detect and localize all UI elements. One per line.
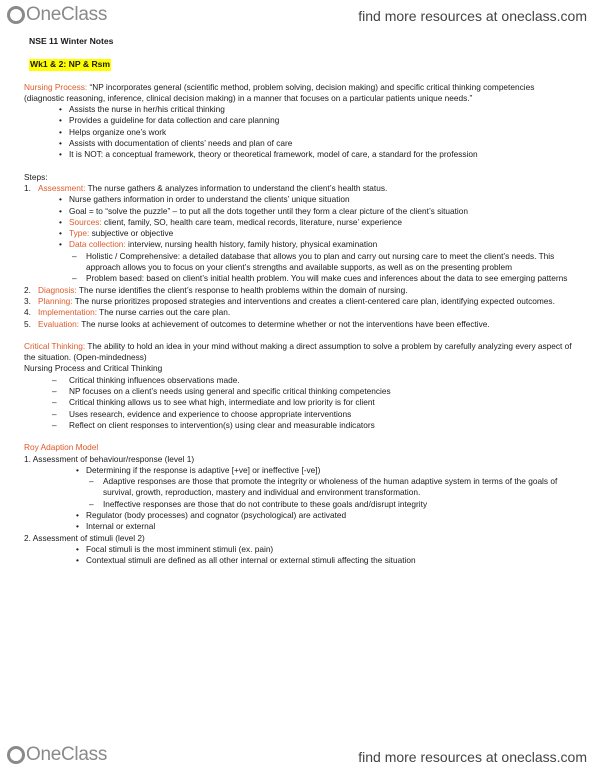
footer-tagline[interactable]: find more resources at oneclass.com: [358, 749, 587, 765]
np-label: Nursing Process:: [24, 81, 88, 92]
page-footer: [0, 746, 595, 770]
step-label: Evaluation:: [38, 318, 80, 329]
assessment-list: [24, 194, 576, 284]
step-diagnosis: [24, 285, 576, 296]
steps-label: Steps:: [24, 171, 48, 182]
ram-level-2-list: [24, 544, 576, 567]
list-item: [24, 228, 576, 239]
list-item: • Internal or external: [24, 521, 576, 532]
ram-level-2: 2. Assessment of stimuli (level 2): [24, 532, 145, 543]
step-text: The nurse identifies the client’s response to health problems within the domain of nursing.: [76, 284, 408, 295]
step-label: Planning:: [38, 295, 73, 306]
step-number: 4.: [24, 307, 31, 318]
ram-level-1: 1. Assessment of behaviour/response (level 1): [24, 453, 195, 464]
item-label: Data collection:: [69, 239, 126, 250]
step-number: 1.: [24, 182, 31, 193]
list-item: [24, 239, 576, 250]
sub-list-item: – Holistic / Comprehensive: a detailed database that allows you to plan and carry out nursing care to meet the client’s needs. This approach allows you to focus on your client’s strengths and available supports, as well as on the presenting problem: [24, 251, 576, 274]
item-text: client, family, SO, health care team, medical records, literature, nurse’ experience: [101, 216, 402, 227]
item-label: Sources:: [69, 216, 102, 227]
list-item: – Critical thinking influences observations made.: [24, 375, 576, 386]
list-item: • It is NOT: a conceptual framework, theory or theoretical framework, model of care, a standard for the profession: [24, 149, 576, 160]
ct-list: [24, 375, 576, 431]
list-item: • Determining if the response is adaptive [+ve] or ineffective [-ve]): [24, 465, 576, 476]
step-text: The nurse prioritizes proposed strategies and interventions and creates a client-centered care plan, identifying expected outcomes.: [72, 295, 555, 306]
logo-text: OneClass: [26, 4, 108, 25]
list-item: • Focal stimuli is the most imminent stimuli (ex. pain): [24, 544, 576, 555]
step-label: Assessment:: [38, 182, 86, 193]
list-item: – Reflect on client responses to intervention(s) using clear and measurable indicators: [24, 420, 576, 431]
list-item: • Goal = to “solve the puzzle” – to put all the dots together until they form a clear picture of the client’s situation: [24, 206, 576, 217]
np-bullet-list: [24, 104, 576, 160]
item-text: interview, nursing health history, family history, physical examination: [125, 239, 378, 250]
sub-list-item: – Ineffective responses are those that do not contribute to these goals and/disrupt integrity: [24, 499, 576, 510]
step-number: 3.: [24, 295, 31, 306]
logo-ring-icon: [7, 746, 25, 764]
roy-model-heading: Roy Adaption Model: [24, 442, 99, 453]
list-item: • Helps organize one’s work: [24, 127, 576, 138]
step-text: The nurse carries out the care plan.: [97, 307, 231, 318]
step-text: The nurse looks at achievement of outcomes to determine whether or not the interventions have been effective.: [79, 318, 490, 329]
ct-text: The ability to hold an idea in your mind without making a direct assumption to solve a problem by carefully analyzing every aspect of the situation. (Open-mindedness): [24, 340, 572, 363]
list-item: – NP focuses on a client’s needs using general and specific critical thinking competencies: [24, 386, 576, 397]
step-number: 2.: [24, 284, 31, 295]
page-header: [0, 0, 595, 30]
np-def-text: “NP incorporates general (scientific method, problem solving, decision making) and specific critical thinking competencies (diagnostic reasoning, inference, clinical decision making) in a manner that focuses on a particular patients unique needs.”: [24, 81, 535, 103]
list-item: • Assists the nurse in her/his critical thinking: [24, 104, 576, 115]
document-body: [24, 36, 576, 566]
list-item: • Assists with documentation of clients’ needs and plan of care: [24, 138, 576, 149]
ram-level-1-list: [24, 465, 576, 533]
np-definition: [24, 82, 576, 105]
step-label: Diagnosis:: [38, 284, 77, 295]
list-item: – Uses research, evidence and experience to choose appropriate interventions: [24, 409, 576, 420]
header-tagline[interactable]: find more resources at oneclass.com: [358, 8, 587, 24]
sub-list-item: – Problem based: based on client’s initial health problem. You will make cues and inferences about the data to see emerging patterns: [24, 273, 576, 284]
step-label: Implementation:: [38, 307, 98, 318]
list-item: [24, 217, 576, 228]
list-item: • Contextual stimuli are defined as all other internal or external stimuli affecting the situation: [24, 555, 576, 566]
step-evaluation: [24, 319, 576, 330]
critical-thinking-definition: [24, 341, 576, 364]
list-item: • Provides a guideline for data collection and care planning: [24, 115, 576, 126]
step-number: 5.: [24, 318, 31, 329]
step-text: The nurse gathers & analyzes information to understand the client’s health status.: [85, 182, 388, 193]
oneclass-logo[interactable]: [7, 744, 107, 766]
logo-ring-icon: [7, 6, 25, 24]
step-assessment: [24, 183, 576, 194]
step-implementation: [24, 307, 576, 318]
ct-subheading: Nursing Process and Critical Thinking: [24, 363, 163, 374]
step-planning: [24, 296, 576, 307]
sub-list-item: – Adaptive responses are those that promote the integrity or wholeness of the human adaptive system in terms of the goals of survival, growth, reproduction, mastery and individual and environment transformation.: [24, 476, 576, 499]
week-heading: Wk1 & 2: NP & Rsm: [30, 59, 111, 70]
oneclass-logo[interactable]: [7, 4, 107, 26]
logo-text: OneClass: [26, 744, 108, 765]
list-item: • Regulator (body processes) and cognator (psychological) are activated: [24, 510, 576, 521]
list-item: – Critical thinking allows us to see what high, intermediate and low priority is for client: [24, 397, 576, 408]
item-text: subjective or objective: [89, 228, 174, 239]
item-label: Type:: [69, 228, 90, 239]
ct-label: Critical Thinking:: [24, 340, 86, 351]
list-item: • Nurse gathers information in order to understand the clients’ unique situation: [24, 194, 576, 205]
doc-title: NSE 11 Winter Notes: [29, 36, 114, 46]
